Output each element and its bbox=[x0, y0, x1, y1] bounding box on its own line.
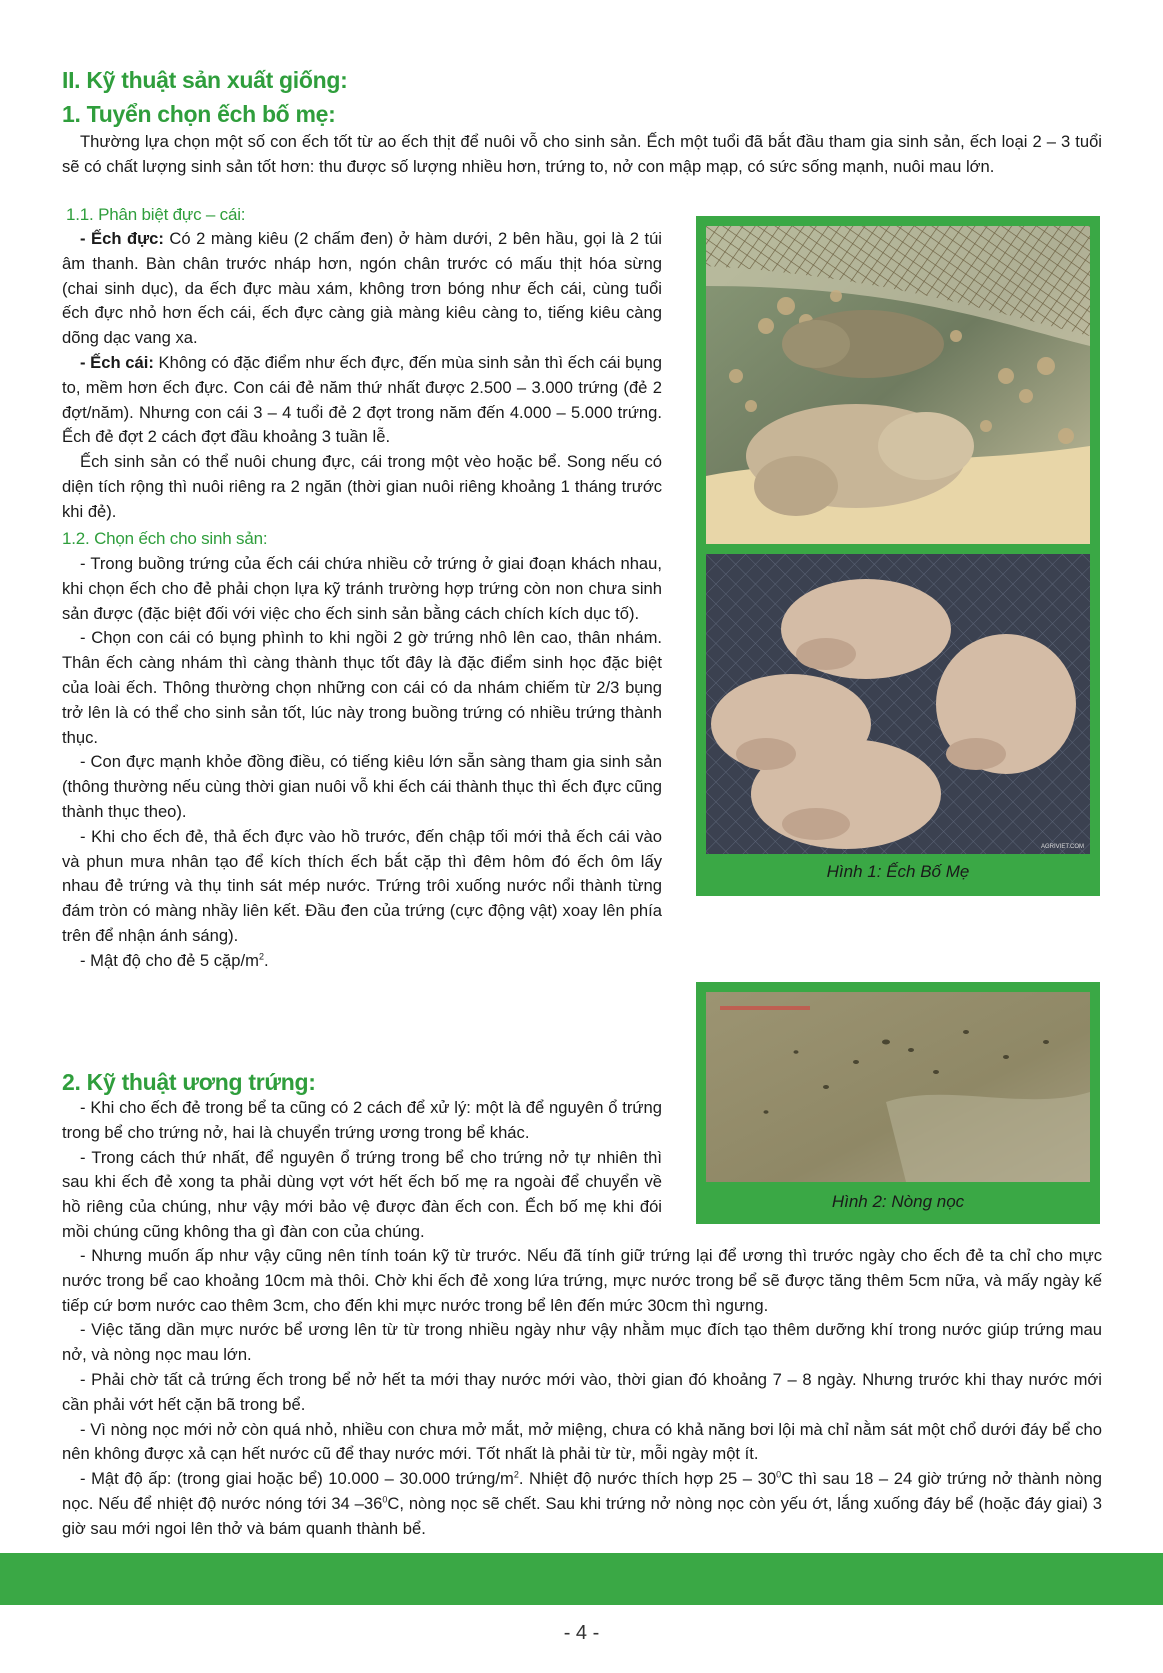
column-1-1 bbox=[62, 227, 662, 525]
watermark: AGRIVIET.COM bbox=[1040, 844, 1084, 850]
figure-1-frame bbox=[696, 216, 1100, 896]
male-label: - Ếch đực: bbox=[80, 229, 164, 248]
subheading-1-1: 1.1. Phân biệt đực – cái: bbox=[66, 205, 246, 224]
page-number: - 4 - bbox=[563, 1622, 600, 1644]
figure-1-caption: Hình 1: Ếch Bố Mẹ bbox=[826, 862, 970, 881]
paragraph: - Trong buồng trứng của ếch cái chứa nhiều cở trứng ở giai đoạn khách nhau, khi chọn ếch cho đẻ phải chọn lựa kỹ tránh trường hợp trứng còn non chưa sinh sản được (đặc biệt đối với việc cho ếch sinh sản bằng cách chích kích dục tố). bbox=[62, 554, 662, 623]
female-paragraph: - Ếch cái: Không có đặc điểm như ếch đực, đến mùa sinh sản thì ếch cái bụng to, mềm hơn ếch đực. Con cái đẻ năm thứ nhất được 2.500 – 3.000 trứng (đẻ 2 đợt/năm). Nhưng con cái 3 – 4 tuổi đẻ 2 đợt trong năm đến 4.000 – 5.000 trứng. Ếch đẻ đợt 2 cách đợt đầu khoảng 3 tuần lễ. bbox=[62, 352, 662, 447]
section-2-heading: 2. Kỹ thuật ương trứng: bbox=[62, 1069, 316, 1095]
density-paragraph: - Mật độ cho đẻ 5 cặp/$m^2$. bbox=[80, 950, 269, 970]
subsection-heading-1: 1. Tuyển chọn ếch bố mẹ: bbox=[62, 101, 336, 127]
column-1-2 bbox=[62, 552, 662, 974]
figure-2-caption: Hình 2: Nòng nọc bbox=[831, 1192, 965, 1211]
subheading-1-2: 1.2. Chọn ếch cho sinh sản: bbox=[62, 529, 268, 548]
paragraph: - Trong cách thứ nhất, để nguyên ổ trứng trong bể cho trứng nở tự nhiên thì sau khi ếch đẻ xong ta phải dùng vợt vớt hết ếch bố mẹ ra ngoài để chuyển về hồ riêng của chúng, như vậy mới bảo vệ được đàn ếch con. Ếch bố mẹ khi đói mồi chúng cũng không tha gì đàn con của chúng. bbox=[62, 1147, 662, 1241]
paragraph: - Khi cho ếch đẻ trong bể ta cũng có 2 cách để xử lý: một là để nguyên ổ trứng trong bể cho trứng nở, hai là chuyển trứng ương trong bể khác. bbox=[62, 1098, 662, 1142]
frog-photo-top bbox=[706, 226, 1090, 544]
incubation-paragraph: - Mật độ ấp: (trong giai hoặc bể) 10.000 – 30.000 trứng/$m^2$. Nhiệt độ nước thích hợp $25 - 30^0C$ thì sau 18 – 24 giờ trứng nở thành nòng nọc. Nếu để nhiệt độ nước nóng tới 34 $-36^0C$, nòng nọc sẽ chết. Sau khi trứng nở nòng nọc còn yếu ớt, lắng xuống đáy bể (hoặc đáy giai) 3 giờ sau mới ngoi lên thở và bám quanh thành bể. bbox=[62, 1469, 1102, 1538]
paragraph: - Chọn con cái có bụng phình to khi ngồi 2 gờ trứng nhô lên cao, thân nhám. Thân ếch càng nhám thì càng thành thục tốt đây là đặc điểm sinh học đặc biệt của loài ếch. Thông thường chọn những con cái có da nhám chiếm từ 2/3 bụng trở lên là có thể cho sinh sản tốt, lúc này trong buồng trứng có nhiều trứng thành thục. bbox=[62, 628, 662, 747]
paragraph: - Con đực mạnh khỏe đồng điều, có tiếng kiêu lớn sẵn sàng tham gia sinh sản (thông thường nếu cùng thời gian nuôi vỗ khi ếch cái thành thục thì ếch đực cũng thành thục theo). bbox=[62, 752, 662, 821]
section-heading: II. Kỹ thuật sản xuất giống: bbox=[62, 67, 348, 93]
paragraph: - Nhưng muốn ấp như vậy cũng nên tính toán kỹ từ trước. Nếu đã tính giữ trứng lại để ương thì trước ngày cho ếch đẻ ta chỉ cho mực nước trong bể cao khoảng 10cm mà thôi. Chờ khi ếch đẻ xong lứa trứng, mực nước trong bể sẽ được tăng thêm 5cm nữa, và mấy ngày kế tiếp cứ bơm nước cao thêm 3cm, cho đến khi mực nước trong bể lên đến mức 30cm thì ngưng. bbox=[62, 1246, 1102, 1315]
paragraph: - Vì nòng nọc mới nở còn quá nhỏ, nhiều con chưa mở mắt, mở miệng, chưa có khả năng bơi lội mà chỉ nằm sát một chổ dưới đáy bể cho nên không được xả cạn hết nước cũ để thay nước mới. Tốt nhất là phải từ từ, mỗi ngày một ít. bbox=[62, 1419, 1102, 1464]
housing-paragraph: Ếch sinh sản có thể nuôi chung đực, cái trong một vèo hoặc bể. Song nếu có diện tích rộng thì nuôi riêng ra 2 ngăn (thời gian nuôi riêng khoảng 1 tháng trước khi đẻ). bbox=[62, 452, 662, 521]
paragraph: - Khi cho ếch đẻ, thả ếch đực vào hồ trước, đến chập tối mới thả ếch cái vào và phun mưa nhân tạo để kích thích ếch bắt cặp thì đêm hôm đó ếch ôm lấy nhau đẻ trứng và thụ tinh sát mép nước. Trứng trôi xuống nước nổi thành từng đám tròn có màng nhầy liên kết. Đầu đen của trứng (cực động vật) xoay lên phía trên để nhận ánh sáng). bbox=[62, 826, 662, 945]
tadpole-photo bbox=[706, 992, 1090, 1182]
female-label: - Ếch cái: bbox=[80, 352, 154, 372]
figure-2-frame bbox=[696, 982, 1100, 1224]
footer-band bbox=[0, 1553, 1163, 1605]
paragraph: - Phải chờ tất cả trứng ếch trong bể nở hết ta mới thay nước mới vào, thời gian đó khoảng 7 – 8 ngày. Nhưng trước khi thay nước mới cần phải vớt hết cặn bã trong bể. bbox=[62, 1369, 1102, 1414]
male-paragraph: - Ếch đực: Có 2 màng kiêu (2 chấm đen) ở hàm dưới, 2 bên hầu, gọi là 2 túi âm thanh. Bàn chân trước nháp hơn, ngón chân trước có mấu thịt hóa sừng (chai sinh dục), da ếch đực màu xám, không trơn bóng như ếch cái, cùng tuổi ếch đực nhỏ hơn ếch cái, ếch đực càng già màng kiêu càng to, tiếng kiêu càng dõng dạc vang xa. bbox=[62, 229, 662, 348]
frog-photo-bottom bbox=[706, 554, 1090, 854]
column-2-full bbox=[62, 1244, 1102, 1542]
intro-paragraph: Thường lựa chọn một số con ếch tốt từ ao ếch thịt để nuôi vỗ cho sinh sản. Ếch một tuổi đã bắt đầu tham gia sinh sản, ếch loại 2 – 3 tuổi sẽ có chất lượng sinh sản tốt hơn: thu được số lượng nhiều hơn, trứng to, nở con mập mạp, có sức sống mạnh, nuôi mau lớn. bbox=[62, 132, 1102, 176]
column-2-left bbox=[62, 1096, 662, 1245]
paragraph: - Việc tăng dần mực nước bể ương lên từ từ trong nhiều ngày như vậy nhằm mục đích tạo thêm dưỡng khí trong nước giúp trứng mau nở, và nòng nọc mau lớn. bbox=[62, 1320, 1102, 1365]
